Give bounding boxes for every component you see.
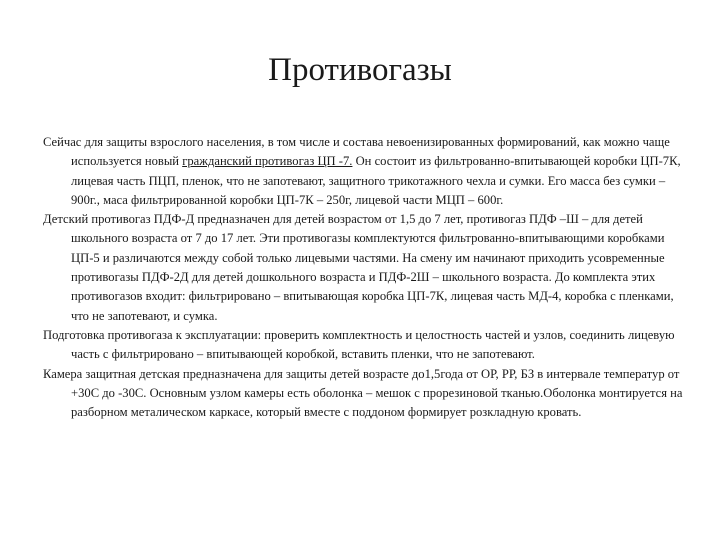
slide-title: Противогазы [268, 52, 452, 88]
paragraph-text-start: Сейчас для защиты взрослого населения, в том числе и состава невоенизированных формирований, как можно чаще используется новый [43, 135, 670, 169]
paragraph-protective-chamber: Камера защитная детская предназначена для защиты детей возрасте до1,5года от ОР, РР, БЗ в интервале температур от +30С до -30С. Основным узлом камеры есть оболонка – мешок с прорезиновой тканью.Оболонка монтируется на разборном металическом каркасе, который вместе с поддоном формирует розкладную кровать. [43, 366, 683, 420]
paragraph-civil-gas-mask [43, 133, 683, 210]
paragraph-preparation: Подготовка противогаза к эксплуатации: проверить комплектность и целостность частей и узлов, соединить лицевую часть с фильтрировано – впитывающей коробкой, вставить пленки, что не запотевают. [43, 327, 675, 362]
civil-gas-mask-link[interactable]: гражданский противогаз ЦП -7. [182, 154, 353, 169]
slide-body [43, 133, 683, 422]
paragraph-text-end: Он состоит из фильтрованно-впитывающей коробки ЦП-7К, лицевая часть ПЦП, пленок, что не запотевают, защитного трикотажного чехла и сумки. Его масса без сумки – 900г., маса фильтрированной коробки ЦП-7К – 250г, лицевой части МЦП – 600г. [71, 154, 681, 207]
paragraph-child-gas-mask: Детский противогаз ПДФ-Д предназначен для детей возрастом от 1,5 до 7 лет, противогаз ПДФ –Ш – для детей школьного возраста от 7 до 17 лет. Эти противогазы комплектуются фильтрованно-впитывающими коробками ЦП-5 и различаются между собой только лицевыми частями. На смену им начинают приходить усовременные противогазы ПДФ-2Д для детей дошкольного возраста и ПДФ-2Ш – школьного возраста. До комплекта этих противогазов входит: фильтрировано – впитывающая коробка ЦП-7К, лицевая часть МД-4, коробка с пленками, что не запотевают, и сумка. [43, 212, 674, 323]
